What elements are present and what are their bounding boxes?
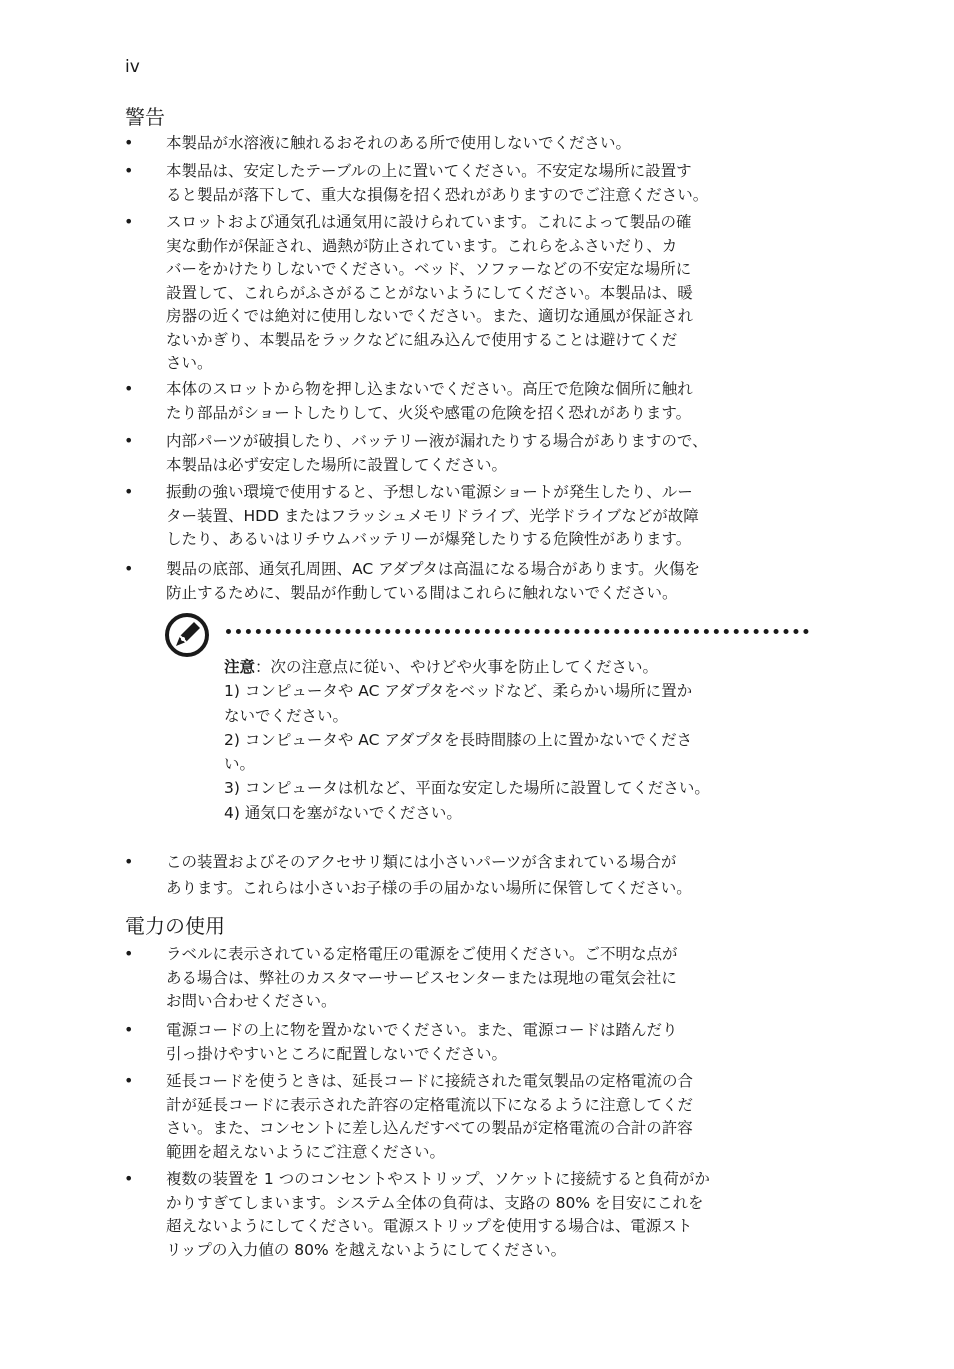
bullet-icon: • <box>124 1071 134 1090</box>
bullet-line: 延長コードを使うときは、延長コードに接続された電気製品の定格電流の合 <box>166 1072 694 1090</box>
page-number: iv <box>125 57 140 77</box>
section-title-warnings: 警告 <box>125 105 165 129</box>
note-line: ないでください。 <box>224 707 349 725</box>
bullet-line: あります。これらは小さいお子様の手の届かない場所に保管してください。 <box>166 879 692 897</box>
note-line: 3) コンピュータは机など、平面な安定した場所に設置してください。 <box>224 779 710 797</box>
note-pen-icon <box>164 612 210 658</box>
bullet-line: さい。また、コンセントに差し込んだすべての製品が定格電流の合計の許容 <box>166 1119 693 1137</box>
bullet-line: 設置して、これらがふさがることがないようにしてください。本製品は、暖 <box>166 283 693 302</box>
note-label: 注意 <box>224 658 256 676</box>
bullet-icon: • <box>124 161 134 180</box>
bullet-line: 防止するために、製品が作動している間はこれらに触れないでください。 <box>166 583 678 602</box>
bullet-line: 内部パーツが破損したり、バッテリー液が漏れたりする場合がありますので、 <box>166 432 708 450</box>
bullet-icon: • <box>124 559 134 578</box>
note-first-line-text: ：次の注意点に従い、やけどや火事を防止してください。 <box>255 658 659 676</box>
bullet-line: 本製品は必ず安定した場所に設置してください。 <box>166 455 508 474</box>
bullet-line: リップの入力値の 80% を越えないようにしてください。 <box>166 1240 567 1259</box>
bullet-line: 計が延長コードに表示された許容の定格電流以下になるように注意してくだ <box>166 1095 694 1114</box>
bullet-line: 本体のスロットから物を押し込まないでください。高圧で危険な個所に触れ <box>166 380 693 398</box>
bullet-icon: • <box>124 212 134 231</box>
bullet-line: お問い合わせください。 <box>166 992 337 1010</box>
bullet-line: ある場合は、弊社のカスタマーサービスセンターまたは現地の電気会社に <box>166 968 677 987</box>
note-first-line <box>224 655 658 679</box>
bullet-line: 本製品は、安定したテーブルの上に置いてください。不安定な場所に設置す <box>166 162 692 180</box>
bullet-line: スロットおよび通気孔は通気用に設けられています。これによって製品の確 <box>166 213 692 231</box>
bullet-line: 引っ掛けやすいところに配置しないでください。 <box>166 1044 508 1063</box>
bullet-icon: • <box>124 852 134 871</box>
bullet-line: ると製品が落下して、重大な損傷を招く恐れがありますのでご注意ください。 <box>166 185 709 204</box>
bullet-line: ないかぎり、本製品をラックなどに組み込んで使用することは避けてくだ <box>166 330 678 349</box>
note-line: い。 <box>224 755 256 773</box>
bullet-line: バーをかけたりしないでください。ベッド、ソファーなどの不安定な場所に <box>166 260 692 278</box>
bullet-line: 房器の近くでは絶対に使用しないでください。また、適切な通風が保証され <box>166 307 694 325</box>
note-line: 2) コンピュータや AC アダプタを長時間膝の上に置かないでくださ <box>224 731 693 749</box>
bullet-line: したり、あるいはリチウムバッテリーが爆発したりする危険性があります。 <box>166 530 692 548</box>
bullet-line: たり部品がショートしたりして、火災や感電の危険を招く恐れがあります。 <box>166 403 692 422</box>
bullet-icon: • <box>124 1169 134 1188</box>
bullet-line: 範囲を超えないようにご注意ください。 <box>166 1142 446 1161</box>
bullet-line: さい。 <box>166 354 213 372</box>
bullet-icon: • <box>124 482 134 501</box>
bullet-line: 振動の強い環境で使用すると、予想しない電源ショートが発生したり、ルー <box>166 483 693 501</box>
bullet-icon: • <box>124 379 134 398</box>
bullet-line: 電源コードの上に物を置かないでください。また、電源コードは踏んだり <box>166 1021 678 1039</box>
bullet-icon: • <box>124 431 134 450</box>
bullet-icon: • <box>124 944 134 963</box>
note-line: 1) コンピュータや AC アダプタをベッドなど、柔らかい場所に置か <box>224 682 693 700</box>
bullet-line: この装置およびそのアクセサリ類には小さいパーツが含まれている場合が <box>166 853 677 871</box>
bullet-line: 複数の装置を 1 つのコンセントやストリップ、ソケットに接続すると負荷がか <box>166 1170 710 1188</box>
section-title-power: 電力の使用 <box>125 914 225 938</box>
bullet-icon: • <box>124 133 134 152</box>
bullet-line: 製品の底部、通気孔周囲、AC アダプタは高温になる場合があります。火傷を <box>166 560 701 578</box>
note-divider <box>226 629 809 634</box>
bullet-line: かりすぎてしまいます。システム全体の負荷は、支路の 80% を目安にこれを <box>166 1193 704 1212</box>
bullet-line: ラベルに表示されている定格電圧の電源をご使用ください。ご不明な点が <box>166 945 678 963</box>
bullet-line: ター装置、HDD またはフラッシュメモリドライブ、光学ドライブなどが故障 <box>166 506 699 525</box>
bullet-line: 実な動作が保証され、過熱が防止されています。これらをふさいだり、カ <box>166 236 678 255</box>
bullet-line: 本製品が水溶液に触れるおそれのある所で使用しないでください。 <box>166 134 632 152</box>
bullet-icon: • <box>124 1020 134 1039</box>
note-line: 4) 通気口を塞がないでください。 <box>224 804 462 822</box>
bullet-line: 超えないようにしてください。電源ストリップを使用する場合は、電源スト <box>166 1217 693 1235</box>
